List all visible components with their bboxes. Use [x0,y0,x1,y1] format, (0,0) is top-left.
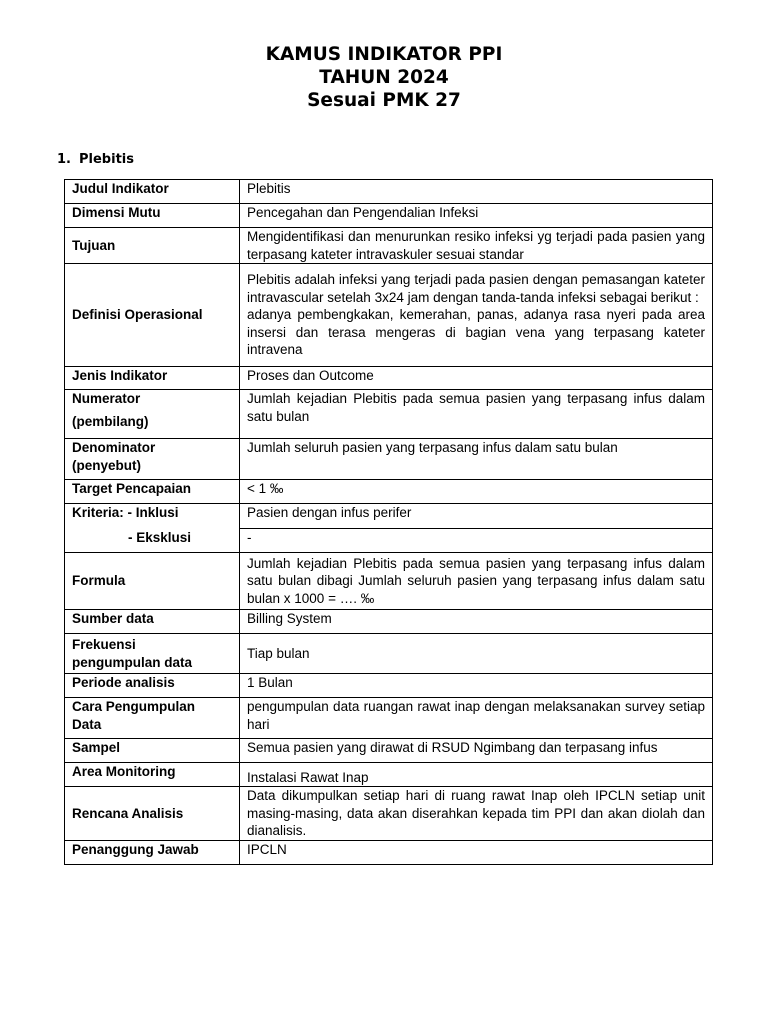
row-value: Tiap bulan [240,634,713,674]
row-label: Formula [65,553,240,610]
cara-sublabel: Data [72,716,102,732]
table-row [65,763,713,787]
row-label: Kriteria: - Inklusi [65,504,240,529]
denominator-label: Denominator [72,440,156,455]
row-label: Sampel [65,739,240,763]
indicator-table [64,179,713,865]
row-value: Billing System [240,610,713,634]
row-value: Instalasi Rawat Inap [240,763,713,787]
section-number: 1. [57,152,71,167]
row-label: Penanggung Jawab [65,841,240,865]
row-label: Periode analisis [65,674,240,698]
table-row [65,553,713,610]
row-value: Jumlah seluruh pasien yang terpasang infus dalam satu bulan [240,439,713,480]
eksklusi-label: - Eksklusi [128,529,192,545]
row-value: Mengidentifikasi dan menurunkan resiko infeksi yg terjadi pada pasien yang terpasang kateter intravaskuler sesuai standar [240,228,713,264]
row-label [65,439,240,480]
row-label [65,698,240,739]
section-title: Plebitis [79,152,134,167]
denominator-sublabel: (penyebut) [72,457,141,473]
table-row [65,787,713,841]
row-label: Area Monitoring [65,763,240,787]
row-value: Proses dan Outcome [240,367,713,390]
table-row [65,180,713,204]
definition-paragraph-2: adanya pembengkakan, kemerahan, panas, adanya rasa nyeri pada area insersi dan terasa mengeras di bagian vena yang terpasang kateter intravena [247,307,705,358]
row-label: Judul Indikator [65,180,240,204]
row-label: Rencana Analisis [65,787,240,841]
row-value: Jumlah kejadian Plebitis pada semua pasien yang terpasang infus dalam satu bulan dibagi Jumlah seluruh pasien yang terpasang infus dalam satu bulan x 1000 = …. ‰ [240,553,713,610]
title-line-1: KAMUS INDIKATOR PPI [265,44,503,65]
row-label: Jenis Indikator [65,367,240,390]
page-title [0,43,768,112]
table-row [65,367,713,390]
row-value [240,264,713,367]
table-row [65,739,713,763]
row-value: pengumpulan data ruangan rawat inap dengan melaksanakan survey setiap hari [240,698,713,739]
row-value: < 1 ‰ [240,480,713,504]
title-line-2: TAHUN 2024 [319,67,449,88]
row-value: - [240,529,713,553]
table-row [65,504,713,529]
row-label: Tujuan [65,228,240,264]
row-value: IPCLN [240,841,713,865]
table-row [65,841,713,865]
row-value: Pencegahan dan Pengendalian Infeksi [240,204,713,228]
row-label: Target Pencapaian [65,480,240,504]
row-label: Dimensi Mutu [65,204,240,228]
numerator-sublabel: (pembilang) [72,413,149,429]
table-row [65,390,713,439]
row-label [65,529,240,553]
row-value: Data dikumpulkan setiap hari di ruang rawat Inap oleh IPCLN setiap unit masing-masing, data akan diserahkan kepada tim PPI dan akan diolah dan dianalisis. [240,787,713,841]
table-row [65,634,713,674]
frekuensi-sublabel: pengumpulan data [72,654,193,670]
table-row [65,439,713,480]
row-value: Jumlah kejadian Plebitis pada semua pasien yang terpasang infus dalam satu bulan [240,390,713,439]
row-label: Sumber data [65,610,240,634]
title-line-3: Sesuai PMK 27 [307,90,461,111]
row-label: Definisi Operasional [65,264,240,367]
row-value: 1 Bulan [240,674,713,698]
table-row [65,204,713,228]
frekuensi-label: Frekuensi [72,637,136,652]
table-row [65,264,713,367]
table-row [65,529,713,553]
table-row [65,674,713,698]
row-value: Plebitis [240,180,713,204]
numerator-label: Numerator [72,391,141,406]
row-value: Pasien dengan infus perifer [240,504,713,529]
section-heading [57,152,134,168]
cara-label: Cara Pengumpulan [72,699,196,714]
row-label [65,390,240,439]
table-row [65,228,713,264]
definition-paragraph-1: Plebitis adalah infeksi yang terjadi pada pasien dengan pemasangan kateter intravascular setelah 3x24 jam dengan tanda-tanda infeksi sebagai berikut : [247,272,705,305]
table-row [65,480,713,504]
table-row [65,610,713,634]
row-value: Semua pasien yang dirawat di RSUD Ngimbang dan terpasang infus [240,739,713,763]
row-label [65,634,240,674]
table-row [65,698,713,739]
